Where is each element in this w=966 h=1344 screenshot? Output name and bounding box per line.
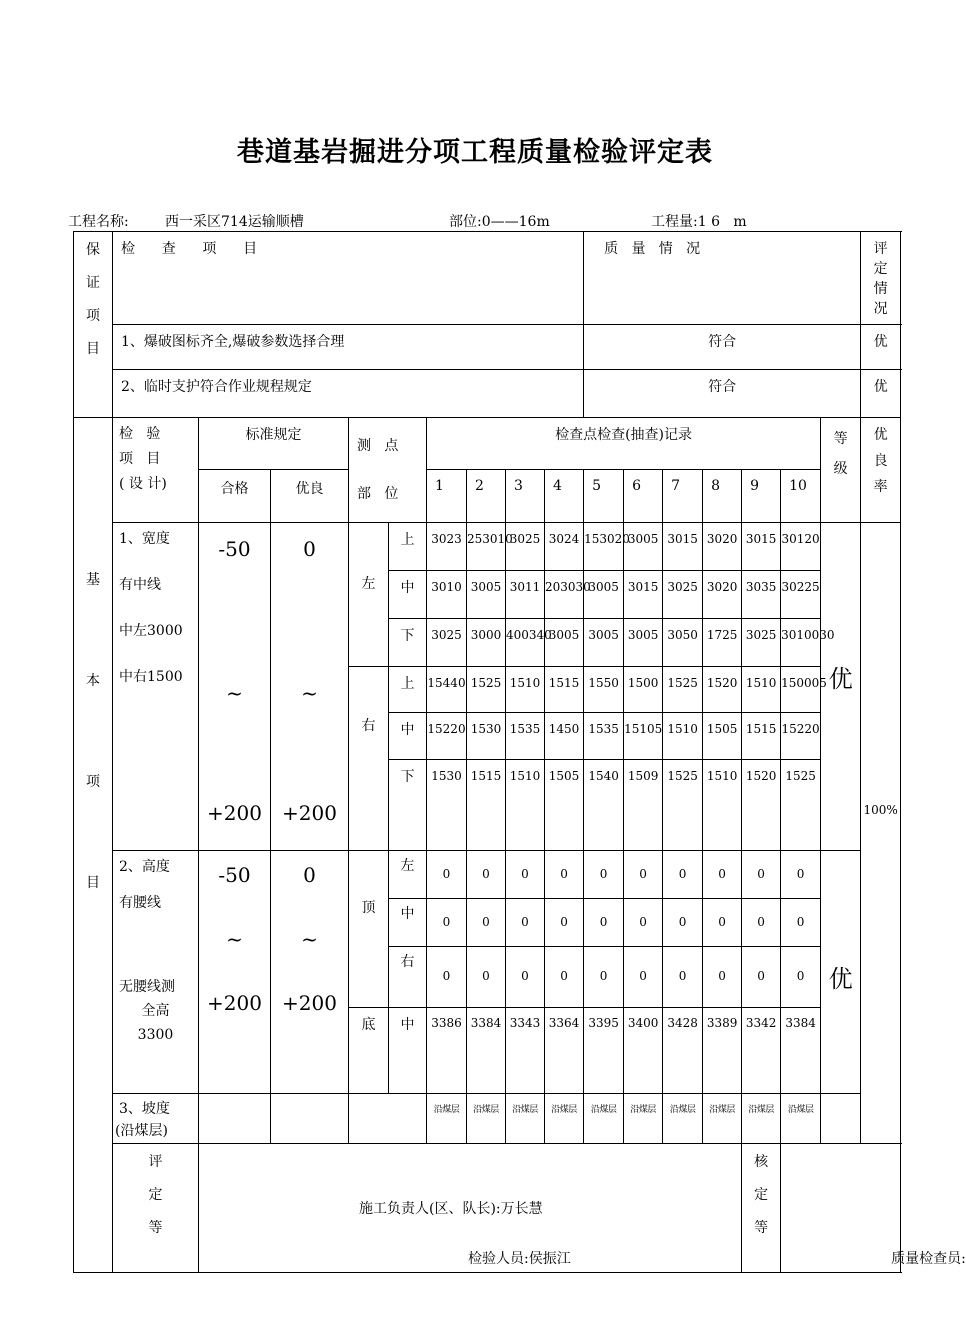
width-value: 1550 [584,667,624,713]
height-pass-range [199,851,271,1094]
height-value: 0 [427,851,467,899]
guarantee-section-label: 保证项目 [74,232,113,418]
width-value: 3025 [663,571,703,619]
height-value: 0 [624,947,663,1008]
height-bottom-label: 底 [349,1008,389,1094]
width-value: 3005 [624,619,663,667]
height-pos: 右 [389,947,427,1008]
height-value: 0 [545,899,584,947]
basic-section-text: 基本项目 [86,572,100,891]
width-value: 3020 [703,523,742,571]
guarantee-item: 1、爆破图标齐全,爆破参数选择合理 [113,325,584,370]
col-number: 9 [742,469,781,522]
width-value: 1530 [427,760,467,851]
height-top-label: 顶 [349,851,389,1008]
height-value: 0 [427,899,467,947]
verify-label: 核定等 [754,1154,769,1236]
height-value: 0 [506,947,545,1008]
height-line: 无腰线测 [119,979,175,995]
height-value: 0 [624,851,663,899]
width-pos: 下 [389,619,427,667]
height-value: 0 [545,947,584,1008]
basic-col-records: 检查点检查(抽查)记录 [427,418,821,470]
basic-col-point-line1: 测 点 [357,438,399,454]
eval-label-cell [113,1144,199,1273]
height-value: 0 [427,947,467,1008]
width-value: 1525 [663,667,703,713]
height-good-tilde: ~ [301,927,318,951]
col-number: 5 [584,469,624,522]
slope-value: 沿煤层 [467,1094,506,1144]
guarantee-quality: 符合 [584,325,861,370]
width-left-label: 左 [349,523,389,667]
width-value: 1530 [467,713,506,760]
width-value: 203030 [545,571,584,619]
height-value: 0 [506,851,545,899]
basic-col-rate [861,418,901,523]
height-item-label [113,851,199,1094]
guarantee-col-rating: 评定情况 [861,232,901,325]
slope-item-label [113,1094,199,1144]
width-pass-max: +200 [207,801,262,825]
width-pos: 下 [389,760,427,851]
basic-col-rate-text: 优良率 [873,427,888,495]
height-pass-max: +200 [207,991,262,1015]
project-name: 西一采区714运输顺槽 [165,214,304,230]
height-value: 0 [703,851,742,899]
height-value: 0 [742,899,781,947]
height-value: 3364 [545,1008,584,1094]
guarantee-rating: 优 [861,325,901,370]
width-line: 中右1500 [119,669,183,685]
qc-inspector: 质量检查员: [891,1251,966,1267]
width-value: 3035 [742,571,781,619]
width-value: 1510 [506,667,545,713]
width-value: 30225 [781,571,821,619]
basic-col-point-line2: 部 位 [357,486,399,502]
height-value: 0 [584,899,624,947]
basic-col-point [349,418,427,523]
width-good-range [271,523,349,851]
inspector: 检验人员:侯振江 [468,1251,571,1267]
height-value: 0 [781,851,821,899]
col-number: 1 [427,469,467,522]
eval-signature-cell [199,1144,742,1273]
height-value: 3395 [584,1008,624,1094]
height-pos: 中 [389,899,427,947]
basic-col-grade-text: 等级 [833,431,848,477]
slope-point [349,1094,427,1144]
height-value: 3342 [742,1008,781,1094]
height-value: 0 [467,947,506,1008]
height-line: 全高 [141,1003,170,1019]
height-value: 0 [506,899,545,947]
height-pass-min: -50 [218,863,251,887]
height-pass-tilde: ~ [226,927,243,951]
width-value: 1535 [506,713,545,760]
location-field: 部位:0——16m [449,214,550,230]
slope-value: 沿煤层 [781,1094,821,1144]
height-value: 0 [703,899,742,947]
width-value: 3000 [467,619,506,667]
height-value: 3400 [624,1008,663,1094]
width-value: 1509 [624,760,663,851]
width-value: 15220 [781,713,821,760]
slope-pass [199,1094,271,1144]
height-pos: 中 [389,1008,427,1094]
slope-value: 沿煤层 [703,1094,742,1144]
height-value: 3428 [663,1008,703,1094]
guarantee-quality: 符合 [584,370,861,418]
width-value: 3050 [663,619,703,667]
col-number: 10 [781,469,821,522]
slope-line: 3、坡度 [119,1101,170,1117]
height-good-max: +200 [282,991,337,1015]
height-value: 0 [467,851,506,899]
page-title: 巷道基岩掘进分项工程质量检验评定表 [237,137,713,168]
height-value: 3384 [781,1008,821,1094]
width-value: 3015 [742,523,781,571]
height-value: 0 [663,947,703,1008]
width-value: 1510 [742,667,781,713]
basic-col-grade [821,418,861,523]
slope-value: 沿煤层 [427,1094,467,1144]
height-value: 0 [467,899,506,947]
width-value: 1525 [663,760,703,851]
width-value: 1515 [545,667,584,713]
width-value: 1510 [663,713,703,760]
height-value: 3389 [703,1008,742,1094]
excellence-rate: 100% [861,523,901,1144]
slope-value: 沿煤层 [584,1094,624,1144]
width-value: 15105 [624,713,663,760]
width-value: 1525 [467,667,506,713]
height-good-min: 0 [303,863,316,887]
width-value: 3005 [545,619,584,667]
col-number: 8 [703,469,742,522]
col-number: 6 [624,469,663,522]
height-good-range [271,851,349,1094]
height-line: 2、高度 [119,859,170,875]
width-value: 3005 [624,523,663,571]
width-right-label: 右 [349,667,389,851]
height-value: 0 [781,947,821,1008]
height-value: 3386 [427,1008,467,1094]
slope-value: 沿煤层 [506,1094,545,1144]
inspection-table [73,231,966,1273]
basic-col-good: 优良 [271,469,349,522]
width-good-max: +200 [282,801,337,825]
quantity-field: 工程量:1 6 m [651,214,747,230]
height-value: 0 [742,947,781,1008]
width-value: 3010030 [781,619,821,667]
width-value: 3025 [506,523,545,571]
project-label: 工程名称: [68,214,129,230]
height-line: 有腰线 [119,895,161,911]
height-pos: 左 [389,851,427,899]
width-value: 3005 [467,571,506,619]
guarantee-col-quality: 质 量 情 况 [584,232,861,325]
slope-good [271,1094,349,1144]
guarantee-item: 2、临时支护符合作业规程规定 [113,370,584,418]
slope-grade [821,1094,861,1144]
width-value: 1505 [703,713,742,760]
width-value: 3025 [427,619,467,667]
col-number: 3 [506,469,545,522]
height-value: 0 [545,851,584,899]
basic-col-item-line3: ( 设 计) [119,476,167,492]
height-value: 3384 [467,1008,506,1094]
width-value: 1450 [545,713,584,760]
width-value: 3005 [584,619,624,667]
width-value: 253010 [467,523,506,571]
eval-label: 评定等 [148,1154,163,1236]
width-pass-range [199,523,271,851]
width-pass-tilde: ~ [226,681,243,705]
width-value: 1510 [703,760,742,851]
width-value: 3020 [703,571,742,619]
col-number: 7 [663,469,703,522]
height-value: 0 [742,851,781,899]
slope-line: (沿煤层) [115,1123,168,1139]
width-value: 1505 [545,760,584,851]
width-pos: 中 [389,713,427,760]
width-value: 1515 [742,713,781,760]
height-value: 0 [663,851,703,899]
width-pos: 上 [389,523,427,571]
width-value: 3025 [742,619,781,667]
height-value: 0 [584,851,624,899]
width-value: 3015 [663,523,703,571]
slope-value: 沿煤层 [624,1094,663,1144]
width-value: 15440 [427,667,467,713]
width-value: 1725 [703,619,742,667]
width-value: 3010 [427,571,467,619]
width-value: 1510 [506,760,545,851]
width-value: 1515 [467,760,506,851]
slope-value: 沿煤层 [663,1094,703,1144]
width-item-label [113,523,199,851]
width-value: 3015 [624,571,663,619]
width-pass-min: -50 [218,537,251,561]
width-value: 1520 [703,667,742,713]
height-line: 3300 [137,1027,174,1043]
guarantee-rating: 优 [861,370,901,418]
height-value: 0 [663,899,703,947]
width-value: 15220 [427,713,467,760]
verify-signature-cell [781,1144,966,1273]
width-line: 中左3000 [119,623,183,639]
slope-value: 沿煤层 [545,1094,584,1144]
height-value: 0 [781,899,821,947]
width-pos: 上 [389,667,427,713]
height-value: 0 [584,947,624,1008]
width-value: 3024 [545,523,584,571]
width-value: 150005 [781,667,821,713]
basic-col-item-line1: 检 验 [119,426,161,442]
basic-col-item [113,418,199,523]
width-grade: 优 [821,523,861,851]
basic-col-standard: 标准规定 [199,418,349,470]
width-value: 1535 [584,713,624,760]
basic-section-label [74,418,113,1273]
width-value: 1525 [781,760,821,851]
col-number: 2 [467,469,506,522]
width-value: 1520 [742,760,781,851]
height-value: 0 [624,899,663,947]
width-value: 30120 [781,523,821,571]
width-good-tilde: ~ [301,681,318,705]
width-value: 1540 [584,760,624,851]
width-value: 400340 [506,619,545,667]
width-pos: 中 [389,571,427,619]
height-value: 0 [703,947,742,1008]
width-line: 1、宽度 [119,531,170,547]
col-number: 4 [545,469,584,522]
width-value: 153020 [584,523,624,571]
width-line: 有中线 [119,577,161,593]
guarantee-col-item: 检 查 项 目 [113,232,584,325]
basic-col-item-line2: 项 目 [119,451,161,467]
height-grade: 优 [821,851,861,1094]
basic-col-pass: 合格 [199,469,271,522]
width-value: 3005 [584,571,624,619]
width-value: 1500 [624,667,663,713]
height-value: 3343 [506,1008,545,1094]
responsible-person: 施工负责人(区、队长):万长慧 [359,1201,543,1217]
width-good-min: 0 [303,537,316,561]
width-value: 3011 [506,571,545,619]
slope-value: 沿煤层 [742,1094,781,1144]
width-value: 3023 [427,523,467,571]
verify-label-cell [742,1144,781,1273]
